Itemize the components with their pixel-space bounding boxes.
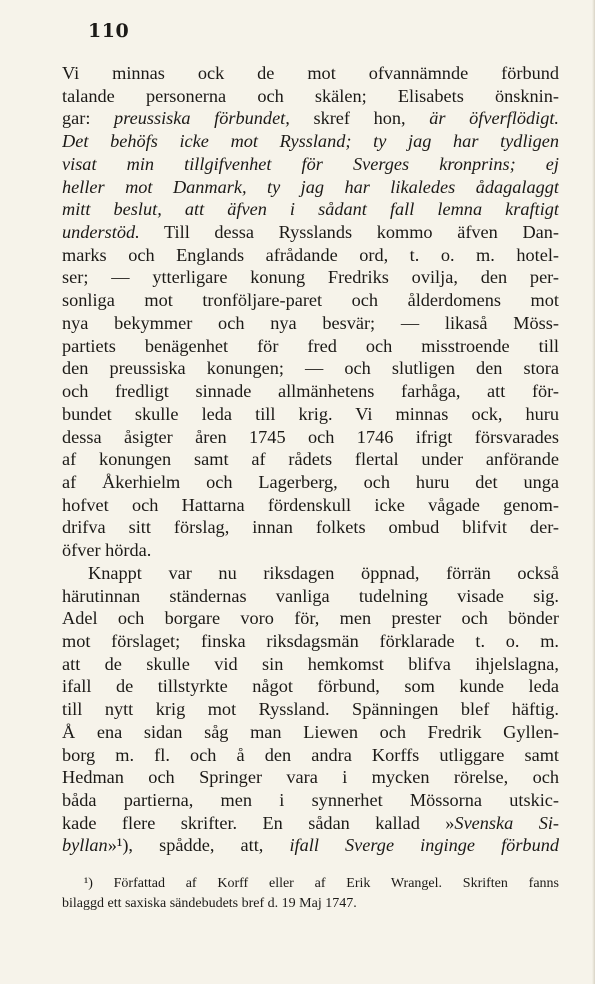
text-segment: ifall de tillstyrkte något förbund, som kunde leda [62,676,559,697]
text-line [62,357,559,380]
text-segment: öfver hörda. [62,540,152,561]
text-line [62,335,559,358]
text-line [62,834,559,857]
text-line [62,426,559,449]
text-segment: den preussiska konungen; — och slutligen den stora [62,358,559,379]
text-line [62,266,559,289]
italic-segment: ifall Sverge inginge förbund [289,835,559,856]
footnote-line: bilaggd ett saxiska sändebudets bref d. 19 Maj 1747. [62,895,357,911]
text-line [62,471,559,494]
text-line [62,630,559,653]
text-segment: ser; — ytterligare konung Fredriks ovilja, den per- [62,267,559,288]
text-line [62,380,559,403]
text-segment: af Åkerhielm och Lagerberg, och huru det unga [62,471,559,492]
text-line [62,607,559,630]
text-line [62,62,559,85]
text-segment: sonliga mot tronföljare-paret och ålderdomens mot [62,290,559,311]
text-line [62,85,559,108]
text-line [62,494,559,517]
text-line [62,789,559,812]
text-segment: båda partierna, men i synnerhet Mössorna utskic- [62,790,559,811]
italic-segment: Det behöfs icke mot Ryssland; ty jag har tydligen [62,131,559,152]
italic-segment: mitt beslut, att äfven i sådant fall lemna kraftigt [62,199,559,220]
italic-segment: Svenska Si- [454,812,559,833]
text-segment: Till dessa Rysslands kommo äfven Dan- [139,222,559,243]
italic-segment: är öfverflödigt. [429,108,559,129]
italic-segment: preussiska förbundet, [114,108,290,129]
text-segment: partiets benägenhet för fred och misstroende till [62,335,559,356]
text-segment: Vi minnas ock de mot ofvannämnde förbund [62,63,559,83]
text-segment: skref hon, [289,108,430,129]
text-line [62,153,559,176]
text-segment: härutinnan ständernas vanliga tudelning visade sig. [62,585,559,606]
text-segment: marks och Englands afrådande ord, t. o. m. hotel- [62,244,559,265]
text-segment: nya bekymmer och nya besvär; — likaså Möss- [62,312,559,333]
text-line [62,198,559,221]
text-line [62,812,559,835]
italic-segment: heller mot Danmark, ty jag har likaledes ådagalaggt [62,176,559,197]
text-segment: kade flere skrifter. En sådan kallad » [62,812,455,833]
text-line [62,721,559,744]
text-segment: »¹), spådde, att, [107,835,290,856]
text-line [62,766,559,789]
text-segment: dessa åsigter åren 1745 och 1746 ifrigt försvarades [62,426,559,447]
italic-segment: visat min tillgifvenhet för Sverges kronprins; ej [62,153,559,174]
text-segment: af konungen samt af rådets flertal under anförande [62,449,559,470]
text-segment: Adel och borgare voro för, men prester och bönder [62,608,559,629]
text-line [62,562,559,585]
page-number: 110 [88,20,130,42]
text-segment: att de skulle vid sin hemkomst blifva ihjelslagna, [62,653,559,674]
text-line [62,221,559,244]
text-line [62,585,559,608]
text-line [62,539,559,562]
text-line [62,289,559,312]
text-segment: gar: [62,108,115,129]
text-line [62,653,559,676]
text-segment: drifva sitt förslag, innan folkets ombud blifvit der- [62,517,559,538]
italic-segment: understöd. [62,222,140,243]
text-segment: Å ena sidan såg man Liewen och Fredrik Gyllen- [62,721,559,742]
text-line [62,744,559,767]
text-line [62,675,559,698]
text-line [62,448,559,471]
text-segment: till nytt krig mot Ryssland. Spänningen blef häftig. [62,699,559,720]
text-segment: mot förslaget; finska riksdagsmän förklarade t. o. m. [62,631,559,651]
text-segment: Knappt var nu riksdagen öppnad, förrän också [88,562,559,583]
footnote-line: ¹) Författad af Korff eller af Erik Wrangel. Skriften fanns [84,876,559,891]
text-segment: talande personerna och skälen; Elisabets önsknin- [62,85,559,106]
text-line [62,176,559,199]
text-segment: borg m. fl. och å den andra Korffs utliggare samt [62,744,559,765]
text-segment: Hedman och Springer vara i mycken rörelse, och [62,767,559,788]
text-segment: och fredligt sinnade allmänhetens farhåga, att för- [62,381,559,402]
text-line [62,403,559,426]
text-line [62,244,559,267]
text-line [62,107,559,130]
text-segment: bundet skulle leda till krig. Vi minnas ock, huru [62,403,559,424]
text-line [62,312,559,335]
text-segment: hofvet och Hattarna fördenskull icke vågade genom- [62,494,559,515]
text-line [62,516,559,539]
text-line [62,698,559,721]
text-line [62,130,559,153]
italic-segment: byllan [62,835,108,856]
